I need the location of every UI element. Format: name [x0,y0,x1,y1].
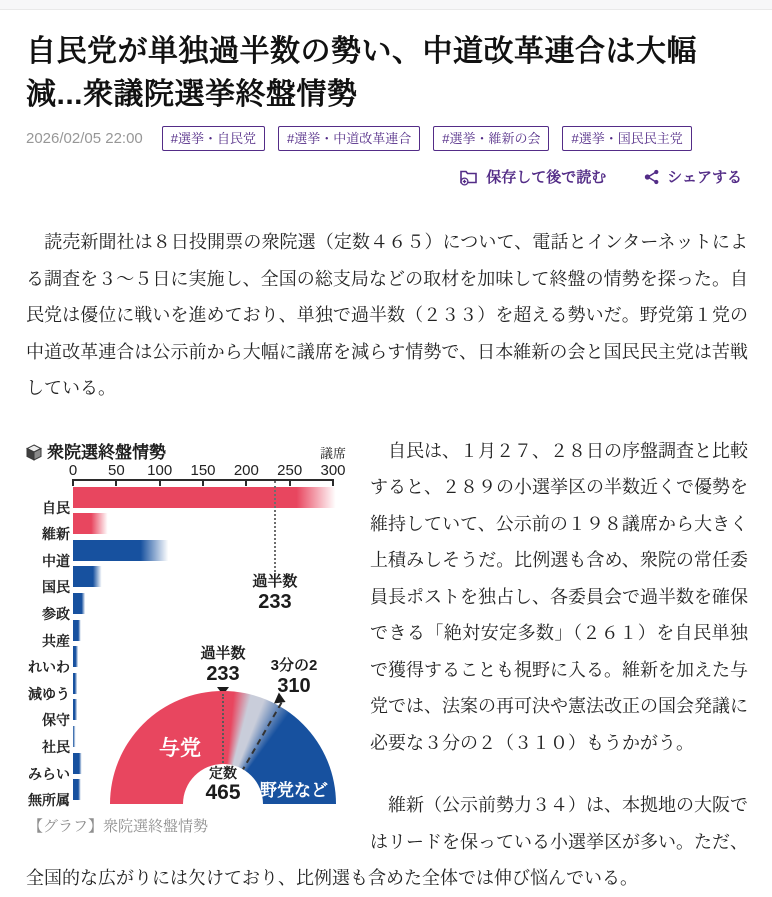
bar [73,487,336,508]
total-seats-label: 定数 [209,764,237,781]
bar-party-label: 自民 [42,499,70,516]
tag-link-ishin[interactable]: #選挙・維新の会 [433,126,549,151]
save-folder-plus-icon [459,168,479,186]
bar-party-label: 参政 [42,605,70,622]
figure-header [26,435,166,472]
share-button-label: シェアする [667,169,742,186]
axis-tick [159,479,161,486]
page-top-strip [0,0,772,10]
paragraph-3: 維新（公示前勢力３４）は、本拠地の大阪ではリードを保っている小選挙区が多い。ただ、全国的な広がりには欠けており、比例選も含めた全体では伸び悩んでいる。 [26,795,748,888]
bar [73,779,81,800]
axis-tick [245,479,247,486]
bar [73,620,81,641]
two-thirds-annotation [251,657,337,697]
total-seats-value: 465 [205,780,241,804]
axis-tick-label: 150 [190,461,216,479]
bar-party-label: れいわ [28,659,70,676]
donut-majority-value: 233 [206,662,240,685]
bar-party-label: 国民 [42,579,70,596]
bar [73,540,168,561]
figure-caption: 【グラフ】衆院選終盤情勢 [28,817,209,835]
axis-unit-label: 議席 [319,445,346,461]
bar [73,699,77,720]
save-for-later-button[interactable] [453,165,612,188]
opposition-label: 野党など [260,780,328,800]
bar-party-label: 維新 [42,526,70,543]
bar [73,513,108,534]
bar-party-label: 保守 [42,712,70,729]
bar [73,726,76,747]
figure-title: 衆院選終盤情勢 [47,442,166,462]
axis-tick-label: 100 [147,461,173,479]
majority-label: 過半数 [252,572,298,590]
bar [73,673,77,694]
axis-tick-label: 250 [277,461,303,479]
ruling-party-label: 与党 [159,736,201,760]
majority-value: 233 [258,590,292,613]
tag-link-jimin[interactable]: #選挙・自民党 [162,126,265,151]
bar [73,566,102,587]
axis-tick [289,479,291,486]
total-seats-block [183,765,263,804]
bar [73,753,82,774]
axis-tick-label: 300 [320,461,346,479]
page-title: 自民党が単独過半数の勢い、中道改革連合は大幅減...衆議院選挙終盤情勢 [26,35,697,111]
paragraph-2: 自民は、１月２７、２８日の序盤調査と比較すると、２８９の小選挙区の半数近くで優勢を維持していて、公示前の１９８議席から大きく上積みしそうだ。比例選も含め、衆院の常任委員長ポストを独占し、各委員会で過半数を確保できる「絶対安定多数」（２６１）を自民単独で獲得することも視野に入る。維新を加えた与党では、法案の再可決や憲法改正の国会発議に必要な３分の２（３１０）もうかがう。 [370,440,748,753]
bar-party-label: 社民 [42,738,70,755]
share-button[interactable] [638,165,748,188]
majority-annotation [230,573,320,613]
axis-tick-label: 0 [68,461,78,479]
article-page [0,30,772,897]
axis-tick-label: 50 [107,461,125,479]
bar-party-label: 減ゆう [28,685,70,702]
article-body [26,224,748,897]
bar-party-label: 中道 [42,552,70,569]
share-icon [644,169,660,185]
publish-date: 2026/02/05 22:00 [26,130,143,147]
cube-icon [26,444,42,461]
donut-majority-label: 過半数 [200,644,246,662]
bar [73,593,85,614]
two-thirds-value: 310 [277,674,311,697]
meta-row [26,126,748,151]
bar-party-label: 無所属 [28,792,70,809]
axis-tick-label: 200 [233,461,259,479]
majority-line [274,481,276,572]
action-row [26,165,748,188]
election-chart-figure [26,435,360,837]
bar-party-label: みらい [28,765,70,782]
save-button-label: 保存して後で読む [486,169,607,186]
tag-link-kokumin[interactable]: #選挙・国民民主党 [562,126,691,151]
tag-link-chudo[interactable]: #選挙・中道改革連合 [278,126,420,151]
two-thirds-label: 3分の2 [270,656,318,674]
bar-party-label: 共産 [42,632,70,649]
axis-tick [202,479,204,486]
bar [73,646,78,667]
axis-tick [332,479,334,486]
axis-tick [72,479,74,486]
axis-tick [115,479,117,486]
paragraph-1: 読売新聞社は８日投開票の衆院選（定数４６５）について、電話とインターネットによる調査を３～５日に実施し、全国の総支局などの取材を加味して終盤の情勢を探った。自民党は優位に戦いを進めており、単独で過半数（２３３）を超える勢いだ。野党第１党の中道改革連合は公示前から大幅に議席を減らす情勢で、日本維新の会と国民民主党は苦戦している。 [26,232,748,398]
